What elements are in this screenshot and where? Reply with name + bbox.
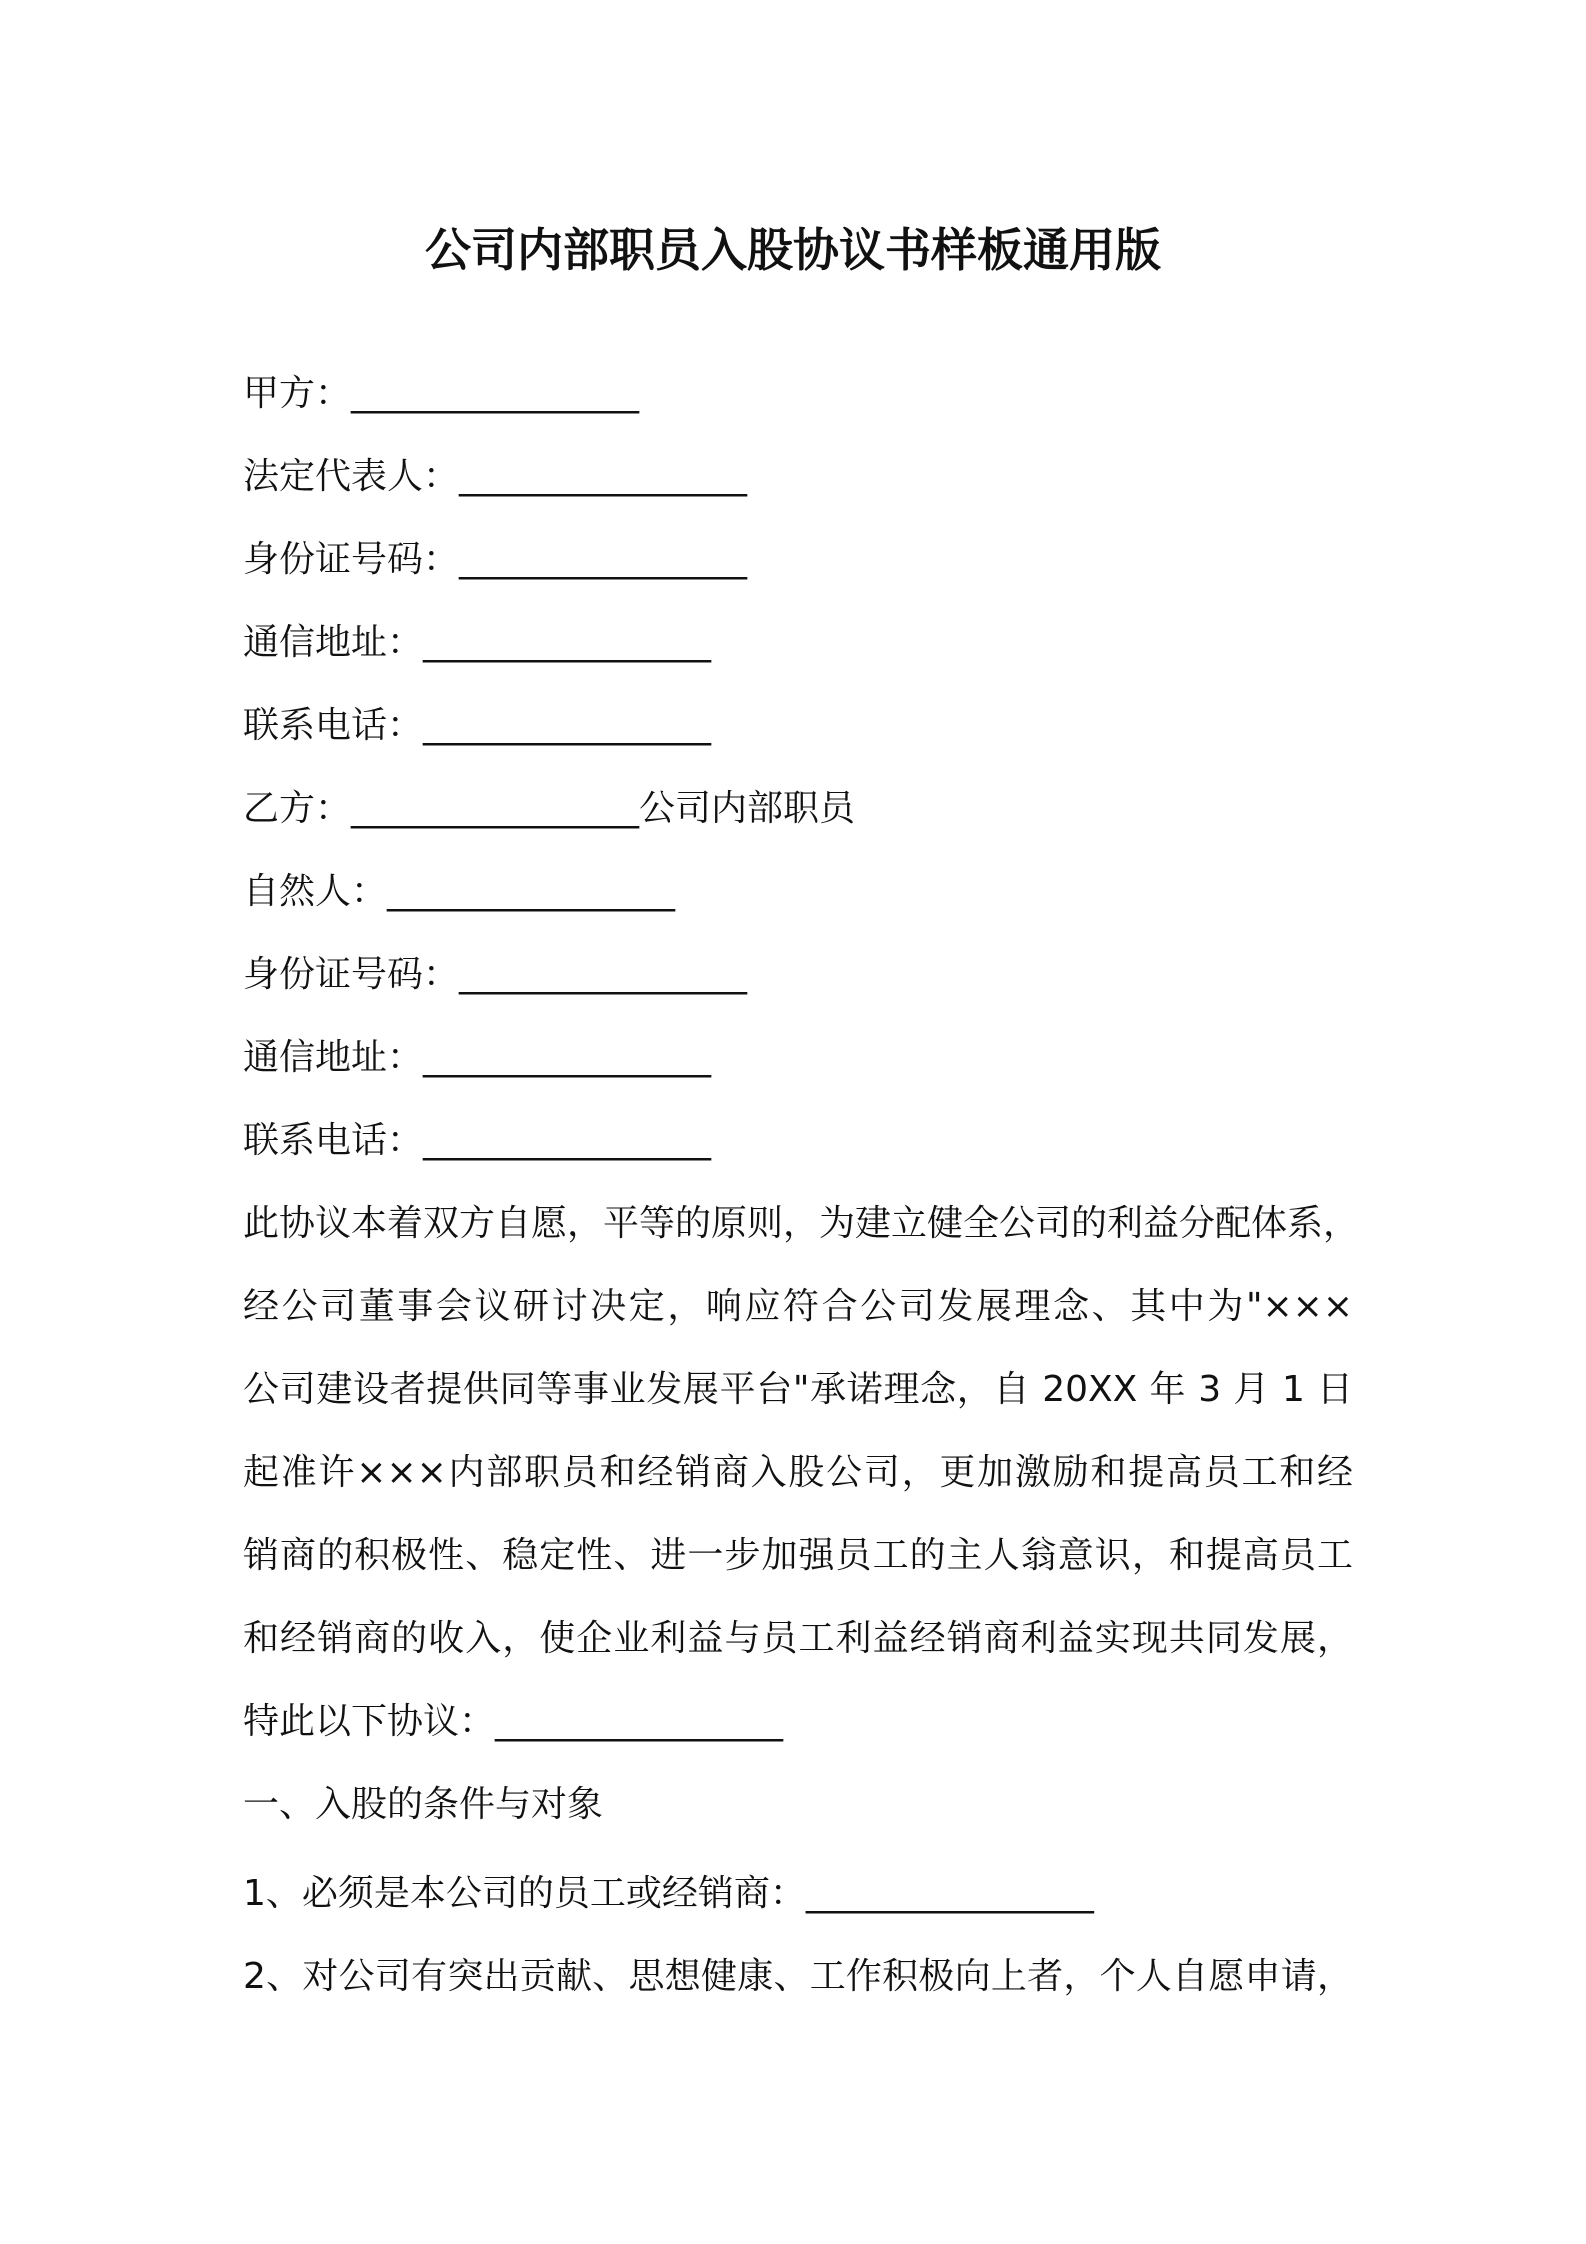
party-a-address-field: 通信地址：________________: [243, 622, 712, 663]
section-1-items: [243, 1852, 1353, 2018]
preamble-line: 经公司董事会议研讨决定，响应符合公司发展理念、其中为"×××: [243, 1286, 1353, 1327]
document-title: 公司内部职员入股协议书样板通用版: [425, 223, 1161, 277]
document-body: [243, 352, 1360, 2018]
party-a-block: [243, 352, 1353, 767]
preamble-line: 此协议本着双方自愿，平等的原则，为建立健全公司的利益分配体系，: [243, 1203, 1360, 1244]
party-b-phone-field: 联系电话：________________: [243, 1120, 712, 1161]
preamble-line: 起准许×××内部职员和经销商入股公司，更加激励和提高员工和经: [243, 1452, 1353, 1493]
party-b-block: [243, 767, 1353, 1182]
party-a-name-field: 甲方：________________: [243, 373, 640, 414]
section-1-item: 1、必须是本公司的员工或经销商：________________: [243, 1873, 1094, 1914]
party-b-name-field: 乙方：________________公司内部职员: [243, 788, 856, 829]
party-b-address-field: 通信地址：________________: [243, 1037, 712, 1078]
section-1-heading: 一、入股的条件与对象: [243, 1784, 604, 1825]
party-a-id-number-field: 身份证号码：________________: [243, 539, 748, 580]
party-b-natural-person-field: 自然人：________________: [243, 871, 676, 912]
party-b-id-number-field: 身份证号码：________________: [243, 954, 748, 995]
preamble-closing-line: 特此以下协议：________________: [243, 1701, 784, 1742]
preamble-line: 销商的积极性、稳定性、进一步加强员工的主人翁意识，和提高员工: [243, 1535, 1353, 1576]
preamble-line: 公司建设者提供同等事业发展平台"承诺理念，自 20XX 年 3 月 1 日: [243, 1369, 1353, 1410]
party-a-legal-representative-field: 法定代表人：________________: [243, 456, 748, 497]
preamble-line: 和经销商的收入，使企业利益与员工利益经销商利益实现共同发展，: [243, 1618, 1353, 1659]
preamble-paragraph: [243, 1182, 1360, 1763]
section-1: [243, 1763, 1353, 2018]
section-1-item: 2、对公司有突出贡献、思想健康、工作积极向上者，个人自愿申请，: [243, 1956, 1353, 1997]
party-a-phone-field: 联系电话：________________: [243, 705, 712, 746]
